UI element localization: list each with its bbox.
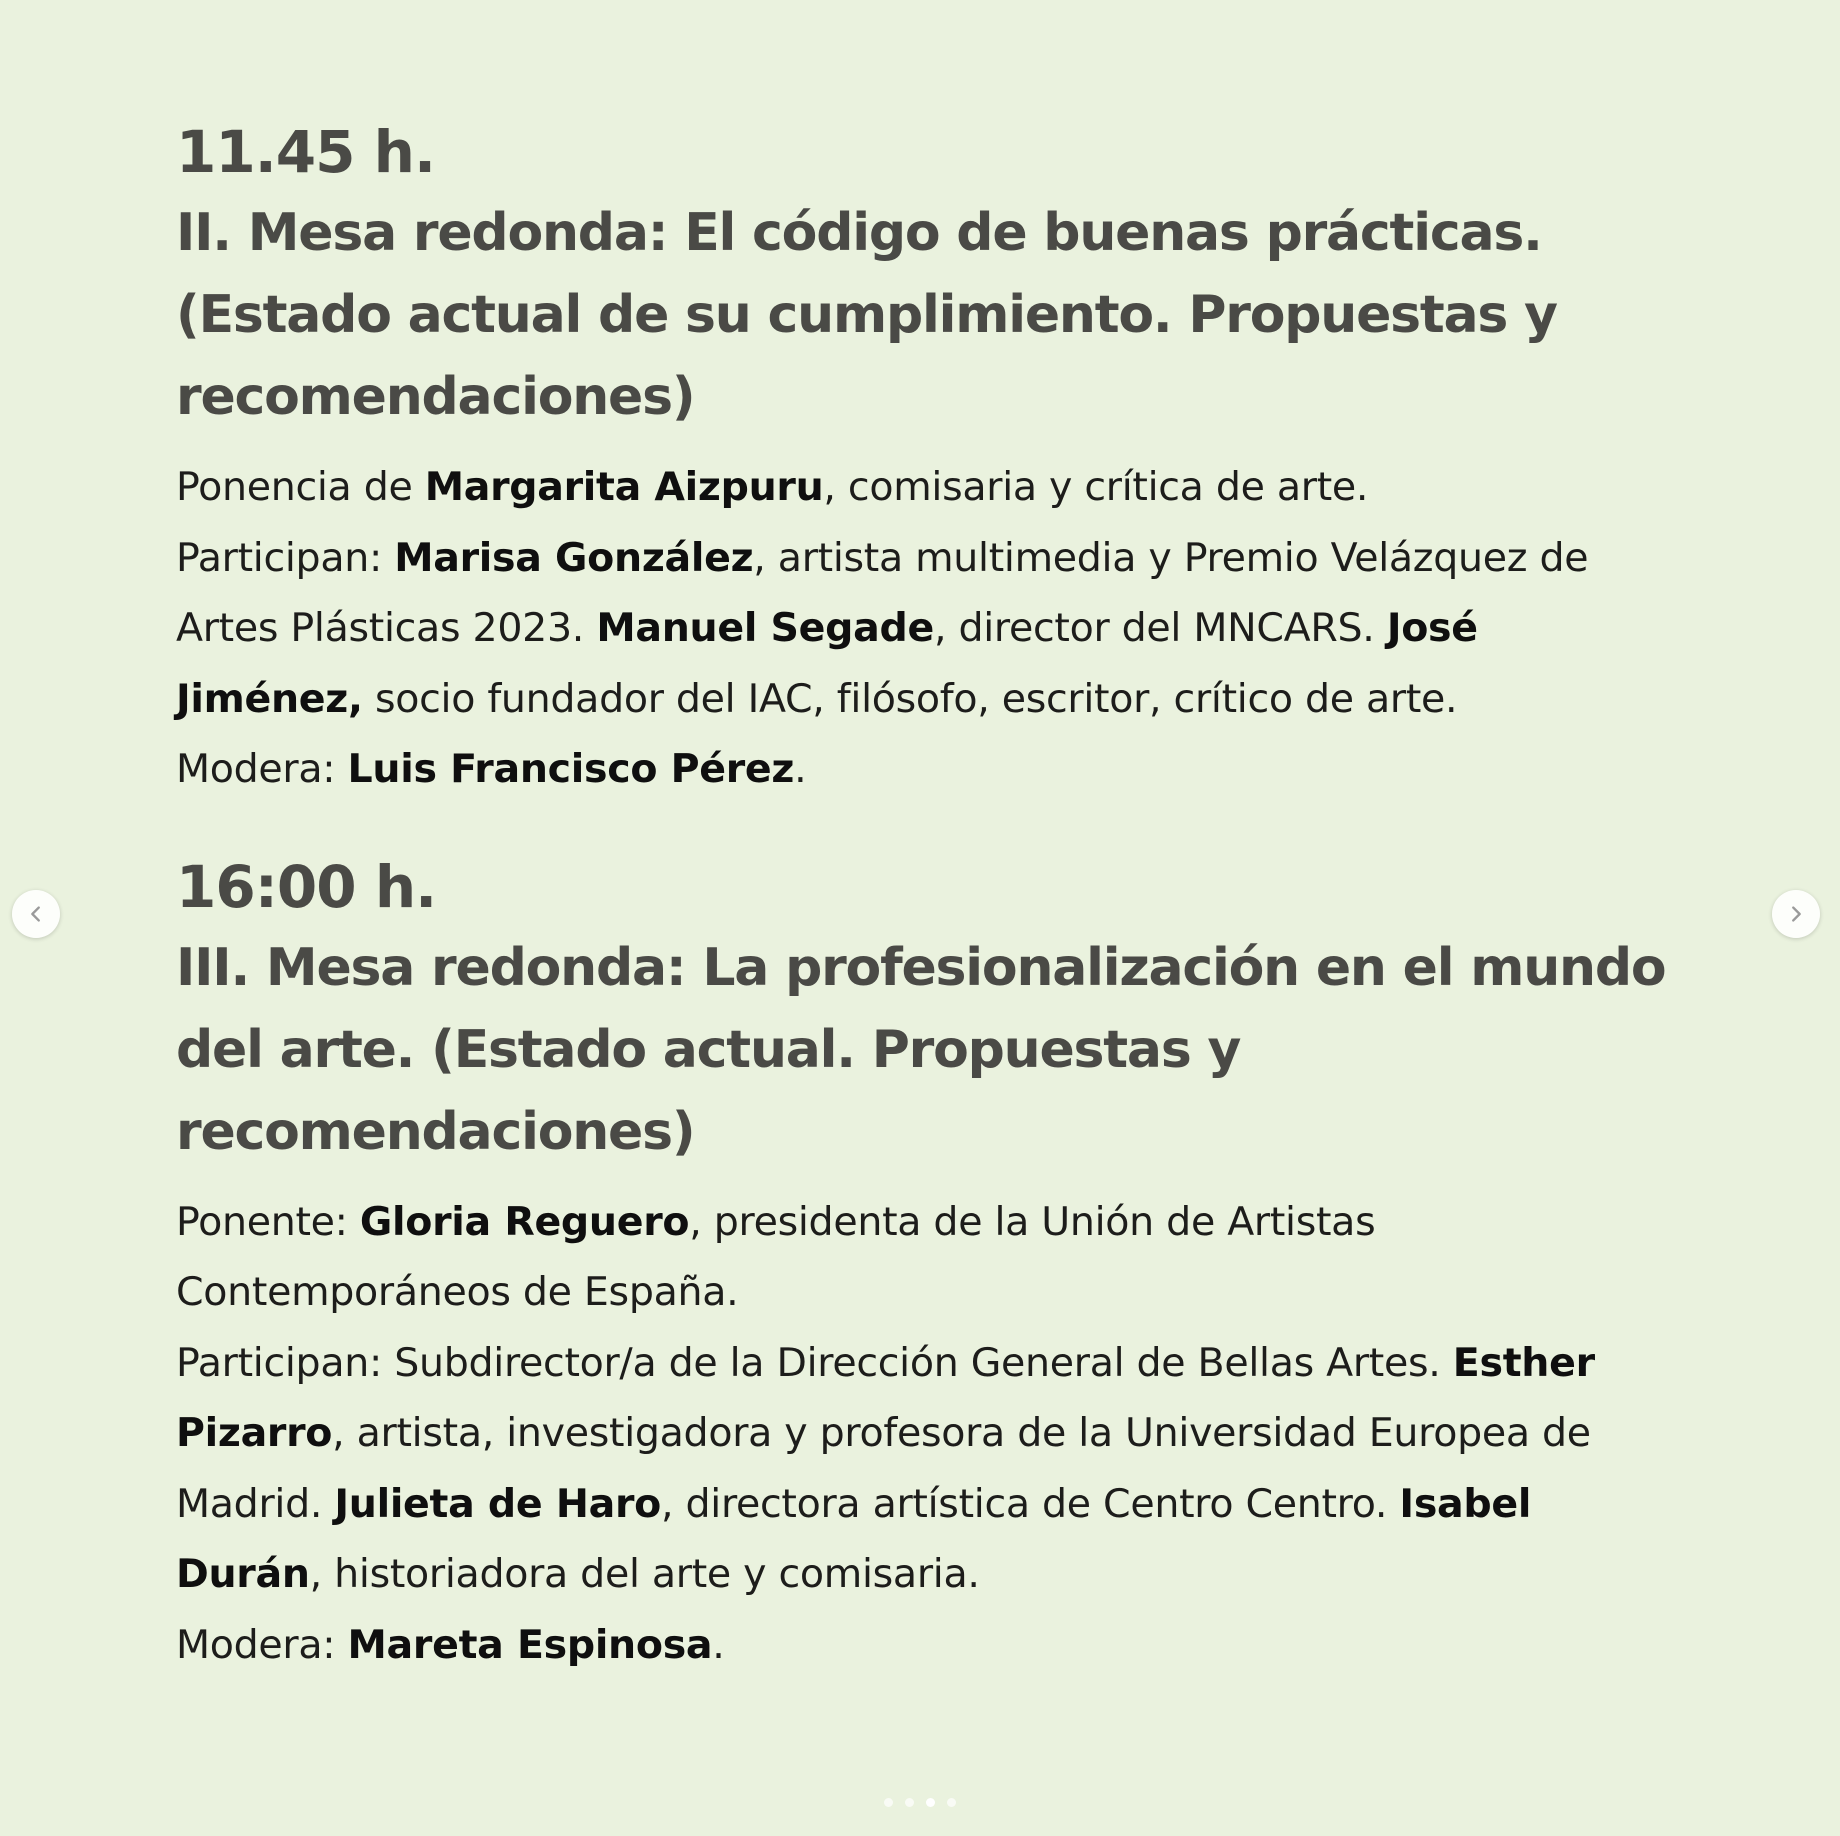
speaker-line: Ponencia de Margarita Aizpuru, comisaria y crítica de arte. bbox=[176, 464, 1369, 510]
pagination-dot[interactable] bbox=[926, 1798, 935, 1807]
moderator-line: Modera: Mareta Espinosa. bbox=[176, 1621, 725, 1668]
pagination-dot[interactable] bbox=[905, 1798, 914, 1807]
moderator-line: Modera: Luis Francisco Pérez. bbox=[176, 746, 807, 792]
pagination-dot[interactable] bbox=[884, 1798, 893, 1807]
session-title: II. Mesa redonda: El código de buenas prácticas. (Estado actual de su cumplimiento. Propuestas y recomendaciones) bbox=[176, 203, 1557, 427]
participants-line: Participan: Subdirector/a de la Dirección General de Bellas Artes. Esther Pizarro, artista, investigadora y profesora de la Universidad Europea de Madrid. Julieta de Haro, directora artística de Centro Centro. Isabel Durán, historiadora del arte y comisaria. bbox=[176, 1339, 1595, 1597]
session-time: 11.45 h. bbox=[176, 118, 435, 186]
session-title: III. Mesa redonda: La profesionalización en el mundo del arte. (Estado actual. Propuestas y recomendaciones) bbox=[176, 937, 1666, 1162]
session-time: 16:00 h. bbox=[176, 852, 437, 921]
chevron-left-icon bbox=[25, 903, 47, 925]
participants-line: Participan: Marisa González, artista multimedia y Premio Velázquez de Artes Plásticas 2023. Manuel Segade, director del MNCARS. José Jiménez, socio fundador del IAC, filósofo, escritor, crítico de arte. bbox=[176, 534, 1589, 722]
pagination-dot[interactable] bbox=[947, 1798, 956, 1807]
carousel-pagination bbox=[0, 1798, 1840, 1807]
slide-content bbox=[176, 112, 1676, 1680]
session-block bbox=[176, 847, 1676, 1681]
session-body bbox=[176, 452, 1676, 805]
chevron-right-icon bbox=[1785, 903, 1807, 925]
session-block bbox=[176, 112, 1676, 805]
session-body bbox=[176, 1187, 1676, 1681]
carousel-next-button[interactable] bbox=[1772, 890, 1820, 938]
speaker-line: Ponente: Gloria Reguero, presidenta de la Unión de Artistas Contemporáneos de España. bbox=[176, 1198, 1376, 1315]
carousel-prev-button[interactable] bbox=[12, 890, 60, 938]
